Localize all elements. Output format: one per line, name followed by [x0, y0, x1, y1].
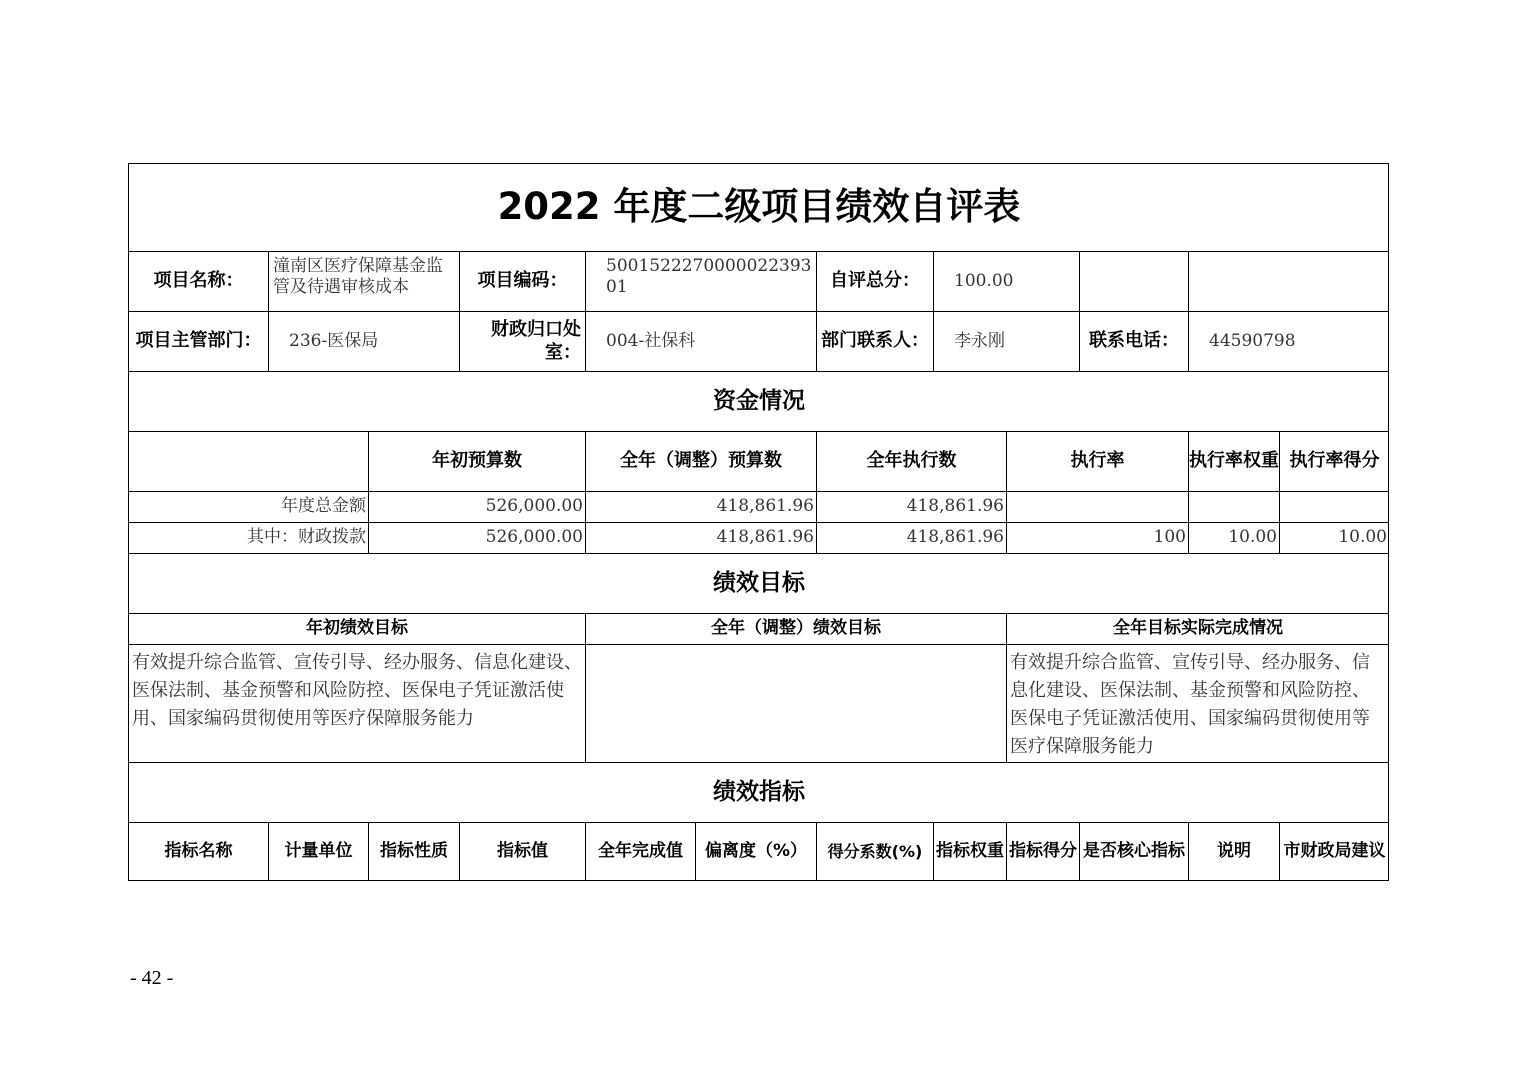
- goals-section-row: [128, 553, 1389, 613]
- col-rate-weight: 执行率权重: [1188, 431, 1279, 491]
- empty-cell: [1188, 251, 1389, 311]
- indicators-header-row: [128, 822, 1389, 881]
- finance-office-value: 004-社保科: [585, 311, 816, 371]
- weight-value: 10.00: [1188, 522, 1279, 553]
- dept-label: 项目主管部门：: [128, 311, 268, 371]
- phone-label: 联系电话：: [1079, 311, 1188, 371]
- phone-value: 44590798: [1188, 311, 1389, 371]
- executed-value: 418,861.96: [816, 491, 1006, 522]
- evaluation-table: [128, 163, 1389, 881]
- indicators-section-title: 绩效指标: [128, 762, 1389, 822]
- title-row: [128, 163, 1389, 251]
- col-indicator-name: 指标名称: [128, 822, 268, 881]
- dept-value: 236-医保局: [268, 311, 459, 371]
- weight-value: [1188, 491, 1279, 522]
- row-label: 其中：财政拨款: [128, 522, 368, 553]
- col-rate-score: 执行率得分: [1279, 431, 1389, 491]
- col-initial-goal: 年初绩效目标: [128, 613, 585, 644]
- actual-completion-text: 有效提升综合监管、宣传引导、经办服务、信息化建设、医保法制、基金预警和风险防控、医保电子凭证激活使用、国家编码贯彻使用等医疗保障服务能力: [1006, 644, 1389, 762]
- goals-section-title: 绩效目标: [128, 553, 1389, 613]
- info-row-2: [128, 311, 1389, 371]
- executed-value: 418,861.96: [816, 522, 1006, 553]
- col-deviation: 偏离度（%）: [695, 822, 816, 881]
- self-score-label: 自评总分：: [816, 251, 933, 311]
- goals-header-row: [128, 613, 1389, 644]
- indicators-section-row: [128, 762, 1389, 822]
- funds-section-row: [128, 371, 1389, 431]
- adjusted-value: 418,861.96: [585, 491, 816, 522]
- col-unit: 计量单位: [268, 822, 368, 881]
- col-nature: 指标性质: [368, 822, 459, 881]
- contact-label: 部门联系人：: [816, 311, 933, 371]
- col-finance-suggestion: 市财政局建议: [1279, 822, 1389, 881]
- col-adjusted-goal: 全年（调整）绩效目标: [585, 613, 1006, 644]
- col-is-core: 是否核心指标: [1079, 822, 1188, 881]
- funds-section-title: 资金情况: [128, 371, 1389, 431]
- project-code-value: 500152227000002239301: [585, 251, 816, 311]
- table-row: [128, 491, 1389, 522]
- rate-value: 100: [1006, 522, 1188, 553]
- contact-value: 李永刚: [933, 311, 1079, 371]
- col-indicator-score: 指标得分: [1006, 822, 1079, 881]
- project-name-label: 项目名称：: [128, 251, 268, 311]
- row-label: 年度总金额: [128, 491, 368, 522]
- funds-header-row: [128, 431, 1389, 491]
- col-adjusted-budget: 全年（调整）预算数: [585, 431, 816, 491]
- col-score-coefficient: 得分系数(%): [816, 822, 933, 881]
- score-value: [1279, 491, 1389, 522]
- budget-value: 526,000.00: [368, 491, 585, 522]
- score-value: 10.00: [1279, 522, 1389, 553]
- col-actual-completion: 全年目标实际完成情况: [1006, 613, 1389, 644]
- project-code-label: 项目编码：: [459, 251, 585, 311]
- empty-cell: [1079, 251, 1188, 311]
- info-row-1: [128, 251, 1389, 311]
- self-score-value: 100.00: [933, 251, 1079, 311]
- page-title: 2022 年度二级项目绩效自评表: [128, 163, 1389, 251]
- col-annual-completion: 全年完成值: [585, 822, 695, 881]
- rate-value: [1006, 491, 1188, 522]
- project-name-value: 潼南区医疗保障基金监管及待遇审核成本: [268, 251, 459, 311]
- col-notes: 说明: [1188, 822, 1279, 881]
- col-indicator-value: 指标值: [459, 822, 585, 881]
- initial-goal-text: 有效提升综合监管、宣传引导、经办服务、信息化建设、医保法制、基金预警和风险防控、医保电子凭证激活使用、国家编码贯彻使用等医疗保障服务能力: [128, 644, 585, 762]
- col-initial-budget: 年初预算数: [368, 431, 585, 491]
- adjusted-value: 418,861.96: [585, 522, 816, 553]
- goals-content-row: [128, 644, 1389, 762]
- empty-cell: [128, 431, 368, 491]
- table-row: [128, 522, 1389, 553]
- finance-office-label: 财政归口处室：: [459, 311, 585, 371]
- col-exec-rate: 执行率: [1006, 431, 1188, 491]
- col-indicator-weight: 指标权重: [933, 822, 1006, 881]
- col-executed: 全年执行数: [816, 431, 1006, 491]
- adjusted-goal-text: [585, 644, 1006, 762]
- page-number: - 42 -: [130, 967, 174, 989]
- budget-value: 526,000.00: [368, 522, 585, 553]
